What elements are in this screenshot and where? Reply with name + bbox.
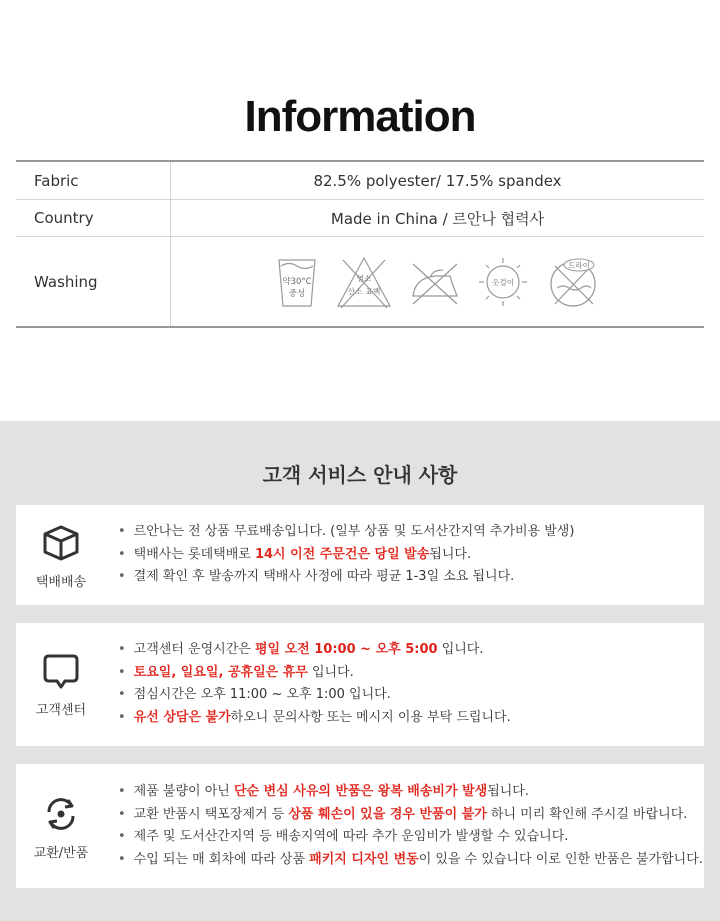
highlight-text: 평일 오전 10:00 ~ 오후 5:00	[254, 642, 438, 657]
info-row-washing	[16, 237, 704, 328]
exchange-icon	[41, 794, 81, 834]
hand-wash-30c-icon	[275, 254, 319, 310]
no-bleach-icon	[335, 254, 393, 310]
care-text: 표백	[365, 286, 380, 296]
item-text: 교환 반품시 택포장제거 등	[133, 806, 289, 822]
info-table	[16, 160, 704, 328]
item-text: 됩니다.	[487, 784, 529, 799]
item-text: 수입 되는 매 회차에 따라 상품	[133, 851, 310, 867]
info-row-country	[16, 200, 704, 237]
customer-center-card	[16, 623, 704, 746]
care-text: 염소	[356, 273, 371, 283]
info-label: Country	[16, 200, 171, 237]
delivery-list	[114, 521, 574, 589]
no-dry-clean-icon	[545, 254, 601, 310]
care-text: 드라이	[567, 260, 590, 270]
item-text: 결제 확인 후 발송까지 택배사 사정에 따라 평균 1-3일 소요 됩니다.	[133, 569, 515, 584]
list-item	[114, 826, 703, 849]
info-value: 82.5% polyester/ 17.5% spandex	[171, 161, 705, 200]
list-item	[114, 662, 511, 685]
card-label: 교환/반품	[33, 846, 89, 861]
exchange-return-card	[16, 764, 704, 888]
list-item	[114, 544, 574, 567]
care-text: 중성	[288, 288, 305, 299]
item-text: 제품 불량이 아닌	[133, 784, 234, 799]
item-text: 점심시간은 오후 11:00 ~ 오후 1:00 입니다.	[133, 687, 391, 702]
list-item	[114, 707, 511, 730]
care-text: 옷걸이	[491, 277, 514, 287]
no-iron-icon	[409, 254, 461, 310]
highlight-text: 패키지 디자인 변동	[309, 851, 419, 867]
list-item	[114, 566, 574, 589]
info-title: Information	[244, 92, 476, 141]
list-item	[114, 684, 511, 707]
customer-center-list	[114, 639, 511, 729]
item-text: 택배사는 롯데택배로	[133, 546, 255, 562]
chat-bubble-icon	[41, 651, 81, 691]
list-item	[114, 639, 511, 662]
card-label: 택배배송	[35, 575, 87, 590]
list-item	[114, 521, 574, 544]
line-dry-shade-icon	[477, 254, 529, 310]
item-text: 고객센터 운영시간은	[133, 642, 255, 657]
highlight-text: 단순 변심 사유의 반품은 왕복 배송비가 발생	[233, 784, 488, 799]
list-item	[114, 781, 703, 804]
customer-service-section	[0, 421, 720, 921]
care-text: 산소	[347, 286, 362, 296]
list-item	[114, 804, 703, 827]
item-text: 제주 및 도서산간지역 등 배송지역에 따라 추가 운임비가 발생할 수 있습니다.	[133, 829, 569, 844]
delivery-card	[16, 505, 704, 605]
info-value: Made in China / 르안나 협력사	[171, 200, 705, 237]
exchange-return-list	[114, 781, 703, 871]
item-text: 입니다.	[437, 642, 484, 657]
item-text: 이 있을 수 있습니다 이로 인한 반품은 불가합니다.	[418, 851, 703, 867]
care-icons	[171, 254, 704, 310]
care-text: 약30°C	[281, 276, 312, 287]
info-label: Washing	[16, 237, 171, 328]
highlight-text: 14시 이전 주문건은 당일 발송	[254, 546, 430, 562]
highlight-text: 토요일, 일요일, 공휴일은 휴무	[133, 664, 308, 680]
box-icon	[41, 523, 81, 563]
info-label: Fabric	[16, 161, 171, 200]
item-text: 하니 미리 확인해 주시길 바랍니다.	[486, 806, 688, 822]
card-label: 고객센터	[35, 703, 87, 718]
highlight-text: 상품 훼손이 있을 경우 반품이 불가	[288, 806, 487, 822]
item-text: 하오니 문의사항 또는 메시지 이용 부탁 드립니다.	[230, 709, 511, 725]
item-text: 르안나는 전 상품 무료배송입니다. (일부 상품 및 도서산간지역 추가비용 발생)	[133, 524, 575, 539]
item-text: 됩니다.	[429, 546, 472, 562]
info-row-fabric	[16, 161, 704, 200]
service-title: 고객 서비스 안내 사항	[262, 463, 458, 487]
list-item	[114, 849, 703, 872]
highlight-text: 유선 상담은 불가	[133, 709, 231, 725]
item-text: 입니다.	[307, 664, 354, 680]
